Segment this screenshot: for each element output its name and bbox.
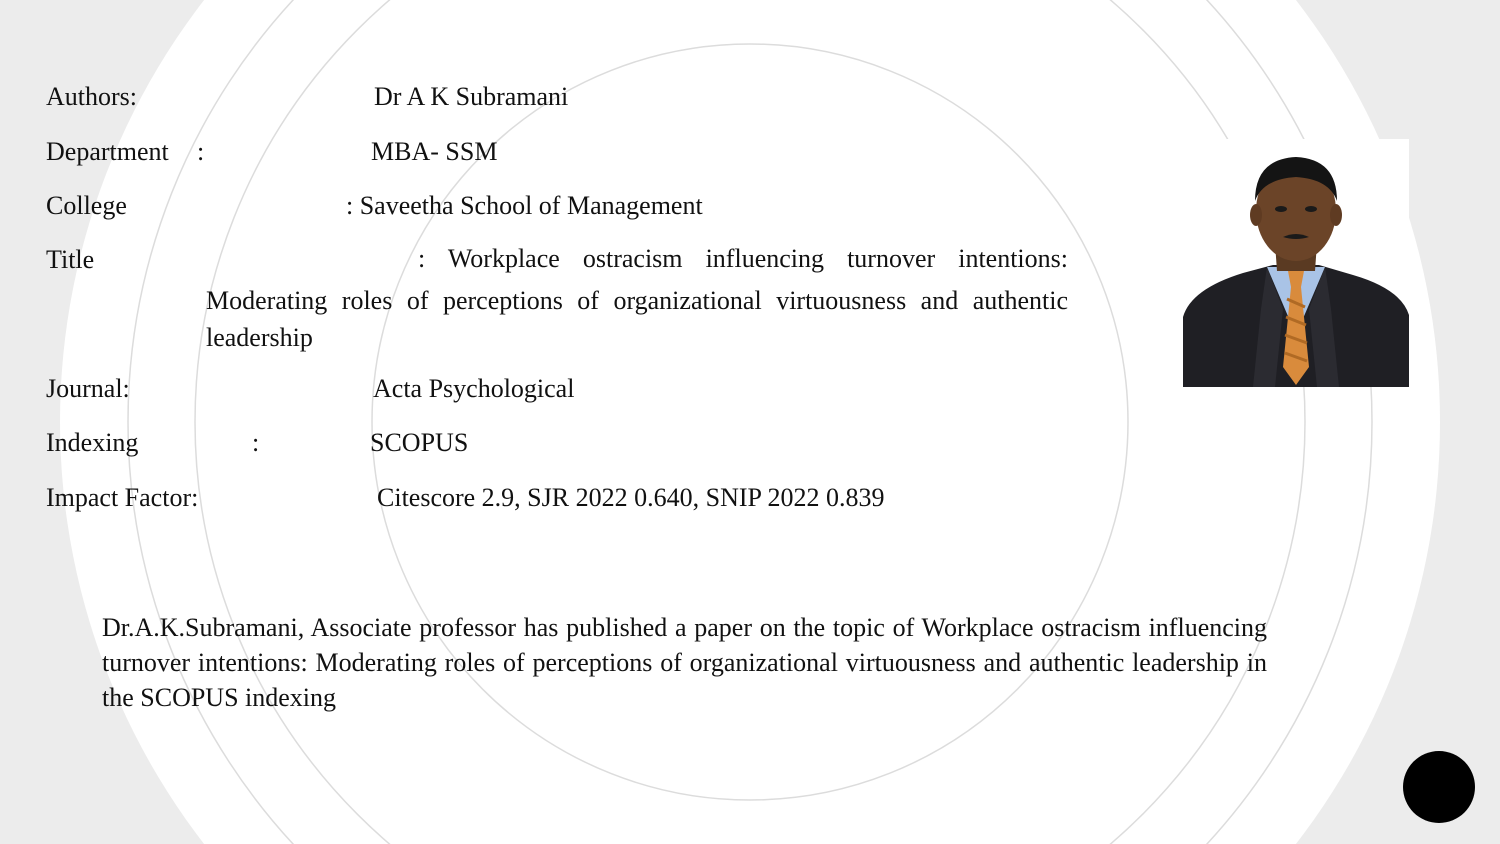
college-label: College (46, 191, 127, 220)
author-portrait-image (1183, 139, 1409, 387)
authors-label: Authors: (46, 82, 137, 111)
title-first-line: : Workplace ostracism influencing turnover intentions: (418, 244, 1068, 273)
indexing-label: Indexing (46, 428, 139, 457)
journal-value: Acta Psychological (373, 374, 575, 403)
college-value: : Saveetha School of Management (346, 191, 703, 220)
authors-value: Dr A K Subramani (374, 82, 569, 111)
indexing-colon: : (252, 428, 260, 457)
department-label: Department (46, 137, 169, 166)
journal-label: Journal: (46, 374, 130, 403)
department-colon: : (197, 137, 205, 166)
title-label: Title (46, 245, 95, 274)
impact-factor-value: Citescore 2.9, SJR 2022 0.640, SNIP 2022 0.839 (377, 483, 885, 512)
author-photo (1183, 139, 1409, 387)
impact-factor-label: Impact Factor: (46, 483, 199, 512)
decorative-black-circle (1403, 751, 1475, 823)
indexing-value: SCOPUS (370, 428, 469, 457)
summary-paragraph: Dr.A.K.Subramani, Associate professor has published a paper on the topic of Workplace ostracism influencing turnover intentions: Moderating roles of perceptions of organizational virtuousness and authentic leadership in the SCOPUS indexing (102, 613, 1267, 712)
department-value: MBA- SSM (371, 137, 498, 166)
title-continuation: Moderating roles of perceptions of organizational virtuousness and authentic leadership (206, 286, 1068, 352)
